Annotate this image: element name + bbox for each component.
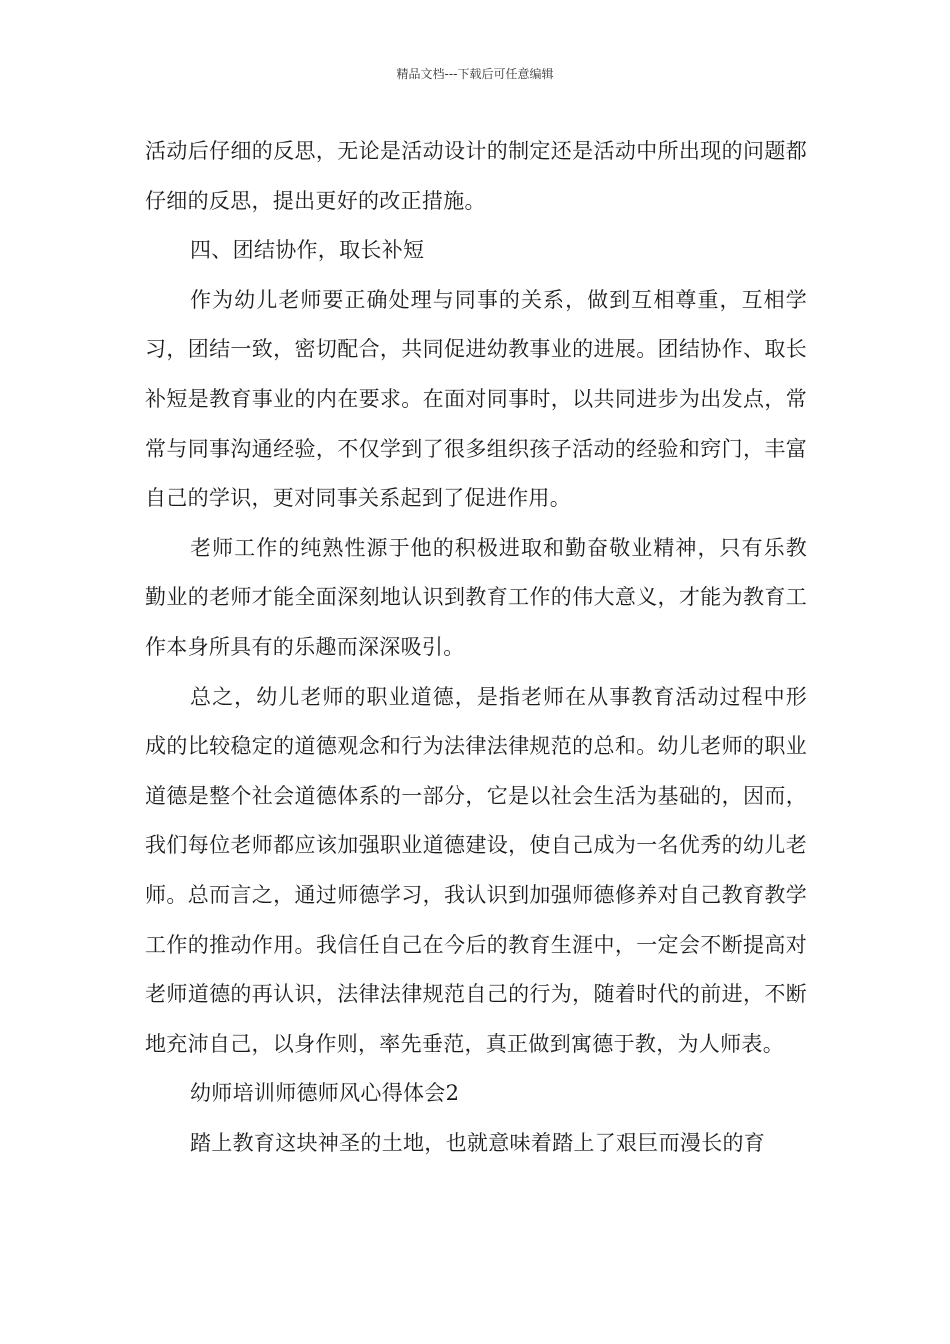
document-body (145, 127, 807, 1168)
paragraph-dedication: 老师工作的纯熟性源于他的积极进取和勤奋敬业精神，只有乐教勤业的老师才能全面深刻地认识到教育工作的伟大意义，才能为教育工作本身所具有的乐趣而深深吸引。 (145, 535, 807, 659)
article-title-2: 幼师培训师德师风心得体会2 (190, 1081, 460, 1106)
paragraph-reflection: 活动后仔细的反思，无论是活动设计的制定还是活动中所出现的问题都仔细的反思，提出更好的改正措施。 (145, 139, 807, 213)
paragraph-opening: 踏上教育这块神圣的土地，也就意味着踏上了艰巨而漫长的育 (190, 1130, 766, 1155)
paragraph-conclusion: 总之，幼儿老师的职业道德，是指老师在从事教育活动过程中形成的比较稳定的道德观念和行为法律法律规范的总和。幼儿老师的职业道德是整个社会道德体系的一部分，它是以社会生活为基础的，因而，我们每位老师都应该加强职业道德建设，使自己成为一名优秀的幼儿老师。总而言之，通过师德学习，我认识到加强师德修养对自己教育教学工作的推动作用。我信任自己在今后的教育生涯中，一定会不断提高对老师道德的再认识，法律法律规范自己的行为，随着时代的前进，不断地充沛自己，以身作则，率先垂范，真正做到寓德于教，为人师表。 (145, 684, 807, 1056)
section-heading-teamwork: 四、团结协作，取长补短 (190, 238, 425, 263)
paragraph-colleagues: 作为幼儿老师要正确处理与同事的关系，做到互相尊重，互相学习，团结一致，密切配合，共同促进幼教事业的进展。团结协作、取长补短是教育事业的内在要求。在面对同事时，以共同进步为出发点，常常与同事沟通经验，不仅学到了很多组织孩子活动的经验和窍门，丰富自己的学识，更对同事关系起到了促进作用。 (145, 287, 807, 511)
page-header: 精品文档---下载后可任意编辑 (396, 67, 554, 81)
